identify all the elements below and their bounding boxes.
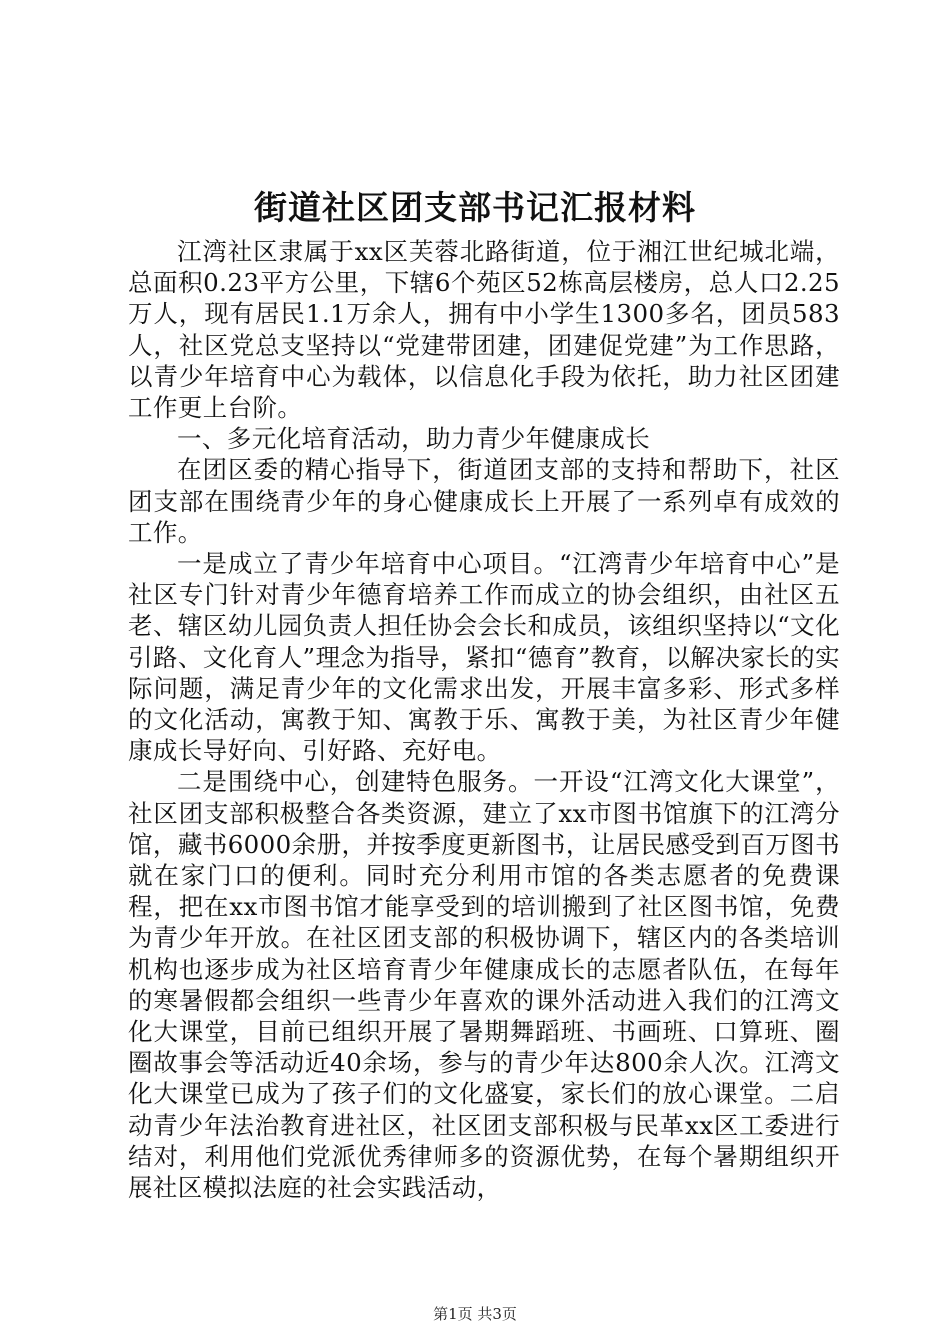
paragraph-point-one: 一是成立了青少年培育中心项目。“江湾青少年培育中心”是社区专门针对青少年德育培养工作而成立的协会组织，由社区五老、辖区幼儿园负责人担任协会会长和成员，该组织坚持以“文化引路、文化育人”理念为指导，紧扣“德育”教育，以解决家长的实际问题，满足青少年的文化需求出发，开展丰富多彩、形式多样的文化活动，寓教于知、寓教于乐、寓教于美，为社区青少年健康成长导好向、引好路、充好电。 bbox=[128, 549, 840, 766]
paragraph-guidance: 在团区委的精心指导下，街道团支部的支持和帮助下，社区团支部在围绕青少年的身心健康成长上开展了一系列卓有成效的工作。 bbox=[128, 455, 840, 547]
paragraph-point-two: 二是围绕中心，创建特色服务。一开设“江湾文化大课堂”，社区团支部积极整合各类资源，建立了xx市图书馆旗下的江湾分馆，藏书6000余册，并按季度更新图书，让居民感受到百万图书就在家门口的便利。同时充分利用市馆的各类志愿者的免费课程，把在xx市图书馆才能享受到的培训搬到了社区图书馆，免费为青少年开放。在社区团支部的积极协调下，辖区内的各类培训机构也逐步成为社区培育青少年健康成长的志愿者队伍，在每年的寒暑假都会组织一些青少年喜欢的课外活动进入我们的江湾文化大课堂，目前已组织开展了暑期舞蹈班、书画班、口算班、圈圈故事会等活动近40余场，参与的青少年达800余人次。江湾文化大课堂已成为了孩子们的文化盛宴，家长们的放心课堂。二启动青少年法治教育进社区，社区团支部积极与民革xx区工委进行结对，利用他们党派优秀律师多的资源优势，在每个暑期组织开展社区模拟法庭的社会实践活动， bbox=[128, 767, 840, 1203]
document-title: 街道社区团支部书记汇报材料 bbox=[254, 188, 696, 227]
paragraph-intro: 江湾社区隶属于xx区芙蓉北路街道，位于湘江世纪城北端，总面积0.23平方公里，下辖6个苑区52栋高层楼房，总人口2.25万人，现有居民1.1万余人，拥有中小学生1300多名，团员583人，社区党总支坚持以“党建带团建，团建促党建”为工作思路，以青少年培育中心为载体，以信息化手段为依托，助力社区团建工作更上台阶。 bbox=[128, 237, 840, 423]
document-body bbox=[128, 236, 840, 1203]
section-heading-1: 一、多元化培育活动，助力青少年健康成长 bbox=[177, 424, 651, 454]
page-footer: 第1页 共3页 bbox=[433, 1305, 517, 1323]
